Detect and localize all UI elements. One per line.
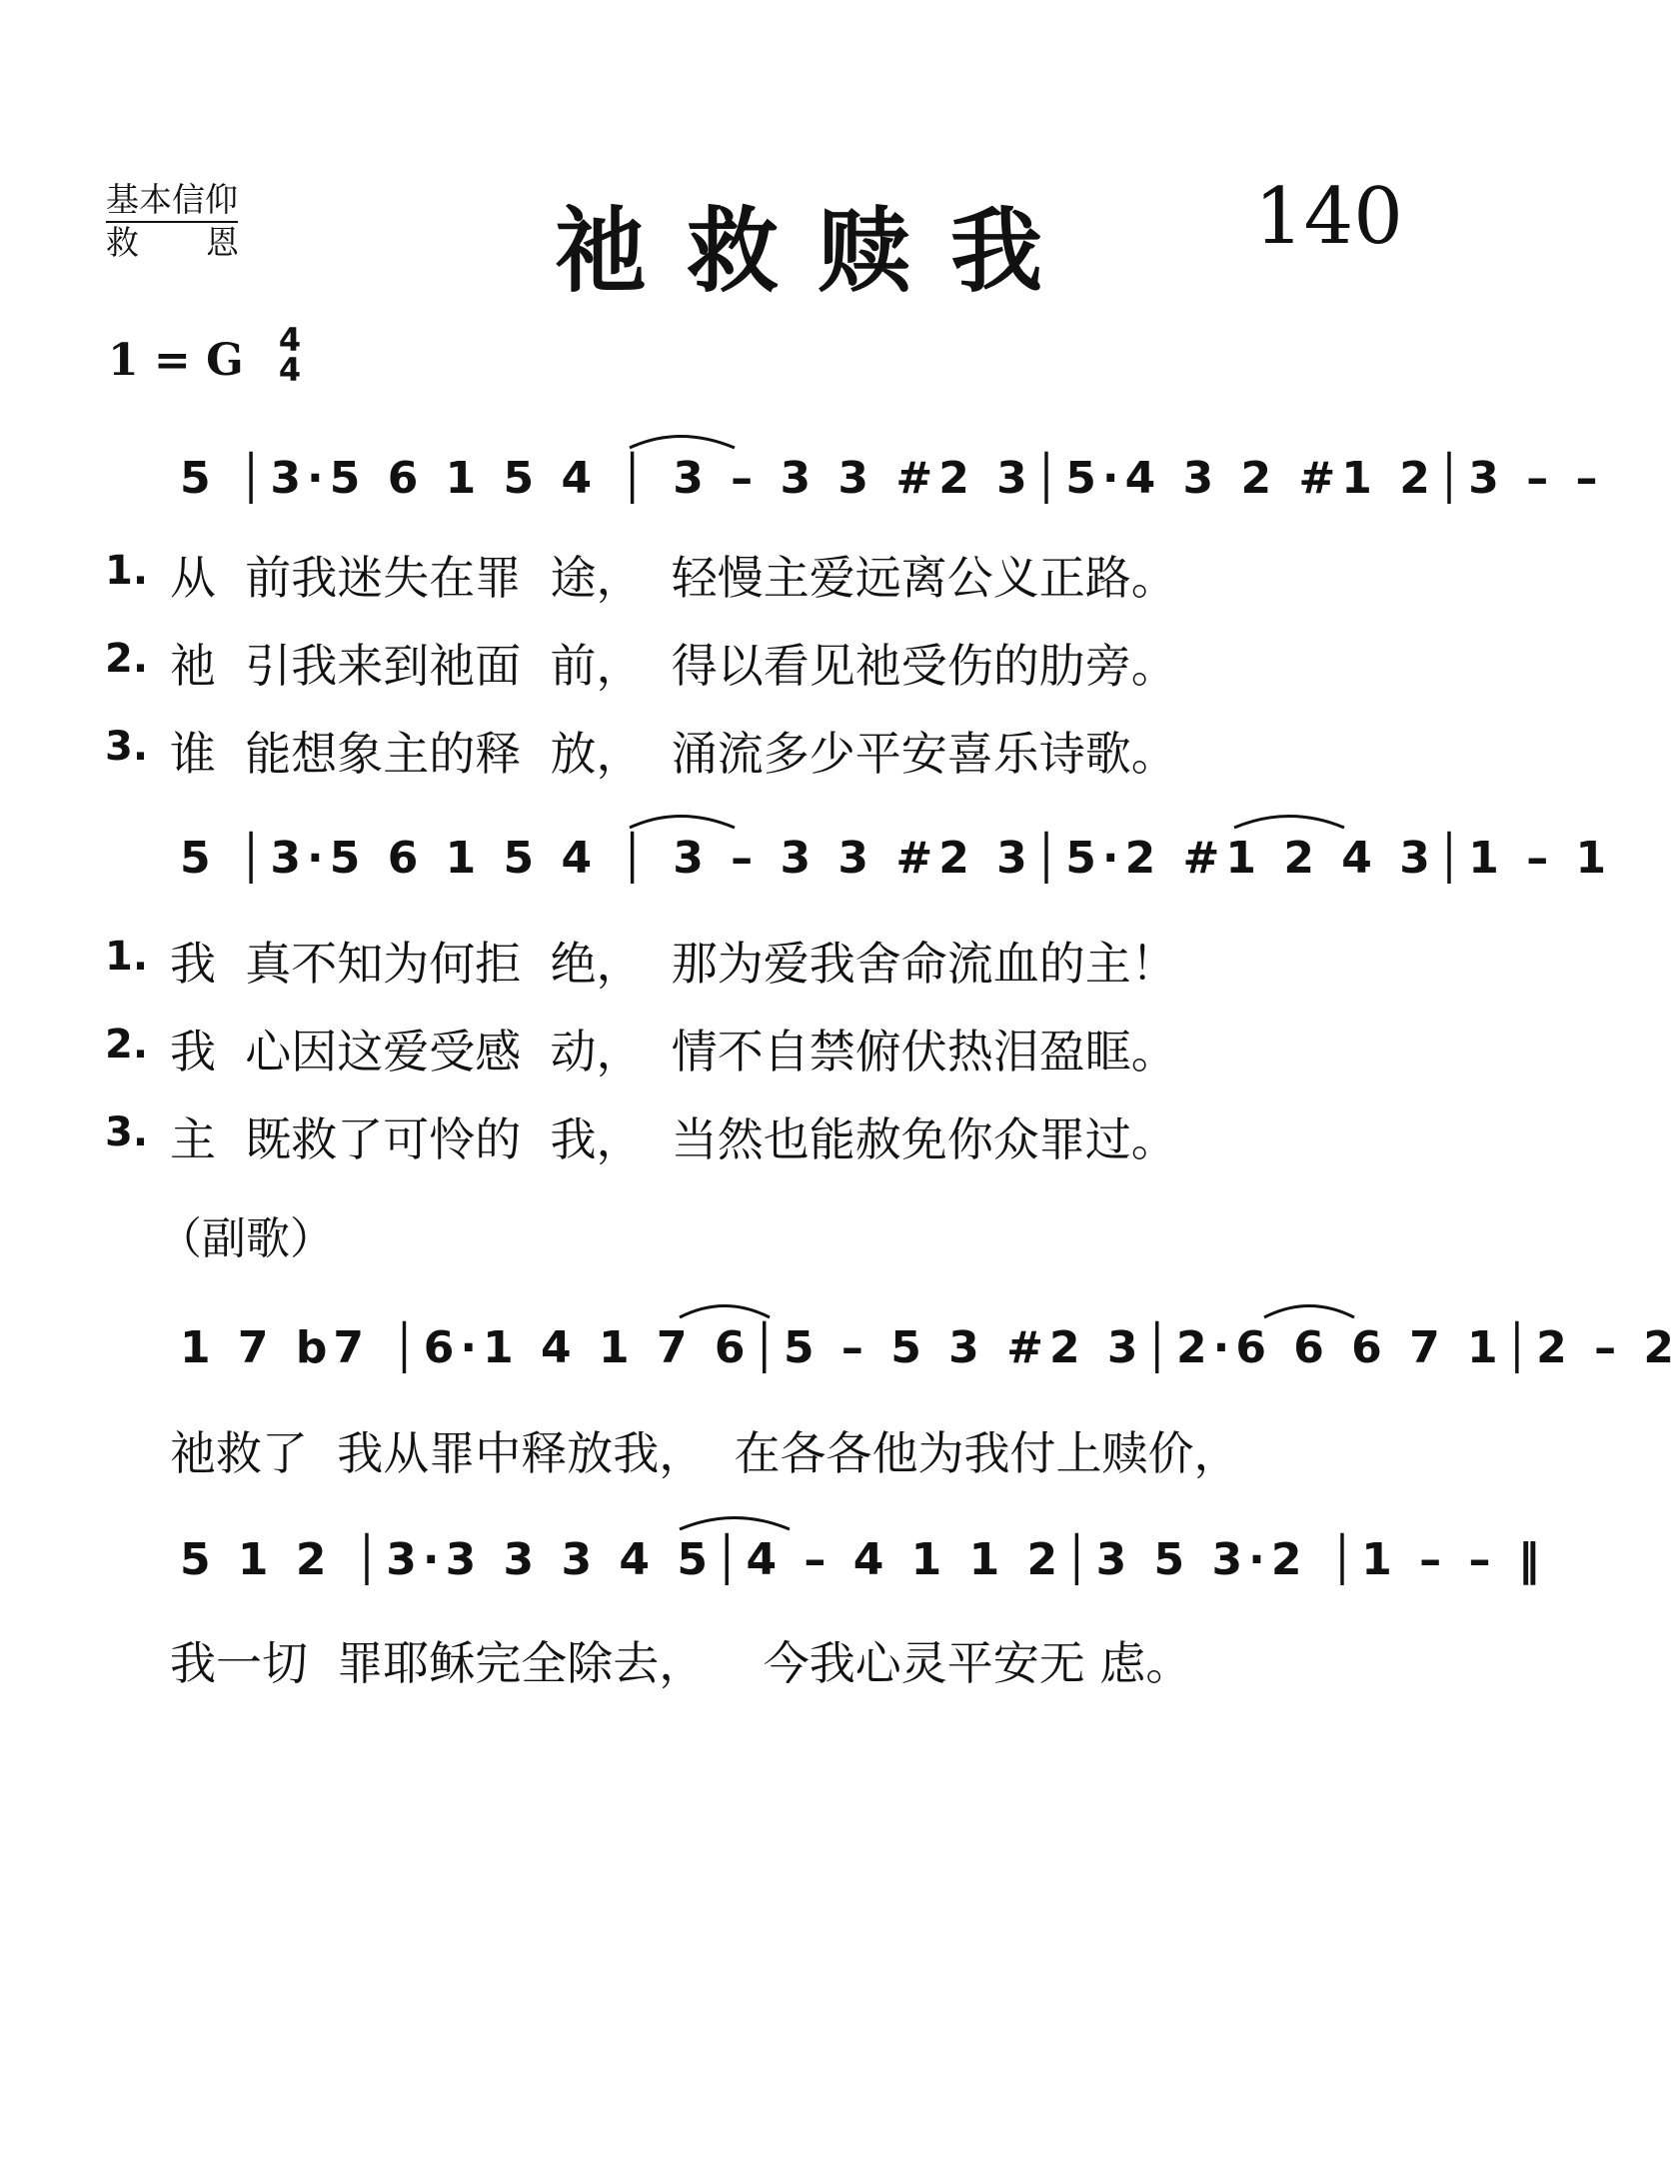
hymn-number: 140	[1254, 172, 1403, 262]
tie-1	[630, 437, 735, 449]
verse-number: 2.	[105, 1022, 149, 1068]
verse-lyric: 我 心因这爱受感 动， 情不自禁俯伏热泪盈眶。	[170, 1025, 1177, 1079]
tie-3	[1234, 817, 1344, 829]
staff-line-4: 5 1 2 │3·3 3 3 4 5│4 – 4 1 1 2│3 5 3·2 │1 – – ‖	[180, 1534, 1546, 1585]
verse-number: 3.	[105, 724, 149, 770]
time-top: 4	[278, 321, 302, 359]
verse-lyric: 谁 能想象主的释 放， 涌流多少平安喜乐诗歌。	[170, 727, 1177, 781]
time-bottom: 4	[278, 351, 302, 389]
verse-lyric: 主 既救了可怜的 我， 当然也能赦免你众罪过。	[170, 1112, 1177, 1166]
tie-6	[680, 1518, 790, 1530]
verse-lyric: 祂 引我来到祂面 前， 得以看见祂受伤的肋旁。	[170, 639, 1177, 693]
verse-number: 1.	[105, 548, 149, 594]
staff-line-1: 5 │3·5 6 1 5 4 │ 3 – 3 3 #2 3│5·4 3 2 #1 2│3 – –	[180, 453, 1604, 504]
tie-4	[680, 1306, 770, 1318]
verse-number: 2.	[105, 636, 149, 682]
key-signature: 1 = G	[108, 335, 244, 386]
verse-number: 3.	[105, 1109, 149, 1155]
verse-lyric: 从 前我迷失在罪 途， 轻慢主爱远离公义正路。	[170, 551, 1177, 605]
chorus-label: （副歌）	[158, 1213, 334, 1264]
staff-line-3: 1 7 b7 │6·1 4 1 7 6│5 – 5 3 #2 3│2·6 6 6 7 1│2 – 2	[180, 1322, 1680, 1373]
hymn-title: 祂救赎我	[555, 197, 1083, 305]
tie-5	[1264, 1306, 1354, 1318]
staff-line-2: 5 │3·5 6 1 5 4 │ 3 – 3 3 #2 3│5·2 #1 2 4 3│1 – 1	[180, 833, 1613, 884]
category-line-2: 救恩	[106, 223, 306, 262]
chorus-lyric-1: 祂救了 我从罪中释放我， 在各各他为我付上赎价，	[170, 1426, 1240, 1480]
verse-lyric: 我 真不知为何拒 绝， 那为爱我舍命流血的主！	[170, 937, 1177, 991]
chorus-lyric-2: 我一切 罪耶稣完全除去， 今我心灵平安无 虑。	[170, 1636, 1192, 1690]
tie-2	[630, 817, 735, 829]
category-line-1: 基本信仰	[106, 180, 238, 223]
verse-number: 1.	[105, 934, 149, 980]
